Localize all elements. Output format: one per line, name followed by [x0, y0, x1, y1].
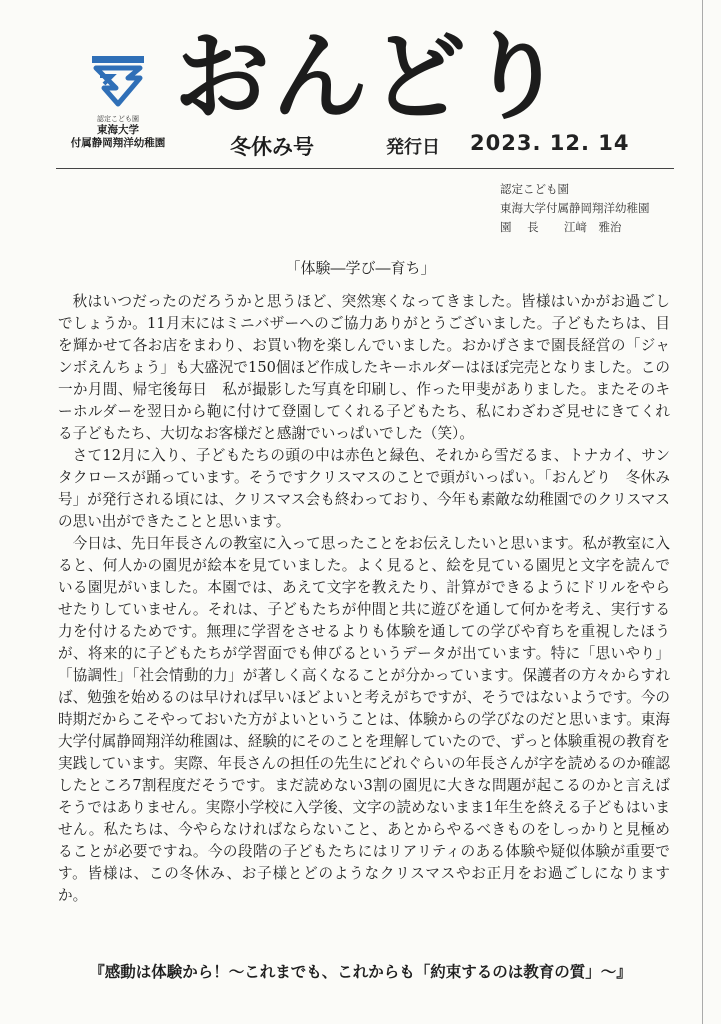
page-edge-line: [702, 0, 703, 1024]
article-body: [58, 291, 670, 907]
issue-date: 2023. 12. 14: [470, 131, 630, 155]
org-type: 認定こども園: [500, 182, 569, 196]
logo-caption-small: 認定こども園: [97, 115, 139, 123]
article-heading: 「体験―学び―育ち」: [285, 259, 436, 277]
principal-name: 江﨑 雅治: [564, 220, 622, 234]
issue-name: 冬休み号: [230, 135, 314, 159]
paragraph-3: 今日は、先日年長さんの教室に入って思ったことをお伝えしたいと思います。私が教室に入ると、何人かの園児が絵本を見ていました。よく見ると、絵を見ている園児と文字を読んでいる園児がいました。本園では、あえて文字を教えたり、計算ができるようにドリルをやらせたりしていません。それは、子どもたちが仲間と共に遊びを通して何かを考え、実行する力を付けるためです。無理に学習をさせるよりも体験を通しての学びや育ちを重視したほうが、将来的に子どもたちが学習面でも伸びるというデータが出ています。特に「思いやり」「協調性」「社会情動的力」が著しく高くなることが分かっています。保護者の方々からすれば、勉強を始めるのは早ければ早いほどよいと考えがちですが、そうではないようです。今の時期だからこそやっておいた方がよいということは、体験からの学びなのだと思います。東海大学付属静岡翔洋幼稚園は、経験的にそのことを理解していたので、ずっと体験重視の教育を実践しています。実際、年長さんの担任の先生にどれぐらいの年長さんが字を読めるのか確認したところ7割程度だそうです。まだ読めない3割の園児に大きな問題が起こるのかと言えばそうではありません。実際小学校に入学後、文字の読めないまま1年生を終える子どもはいません。私たちは、今やらなければならないこと、あとからやるべきものをしっかりと見極めることが必要ですね。今の段階の子どもたちにはリアリティのある体験や疑似体験が重要です。皆様は、この冬休み、お子様とどのようなクリスマスやお正月をお過ごしになりますか。: [58, 535, 670, 904]
principal-line: [500, 218, 650, 237]
header-divider: [56, 168, 674, 169]
logo-caption-university: 東海大学: [97, 124, 139, 136]
org-name: 東海大学付属静岡翔洋幼稚園: [500, 201, 650, 215]
closing-slogan: 『感動は体験から！～これまでも、これからも「約束するのは教育の質」～』: [89, 962, 632, 981]
school-emblem-icon: [90, 52, 146, 108]
organization-info: [500, 180, 650, 237]
paragraph-2: さて12月に入り、子どもたちの頭の中は赤色と緑色、それから雪だるま、トナカイ、サンタクロースが踊っています。そうですクリスマスのことで頭がいっぱい。「おんどり 冬休み号」が発行される頃には、クリスマス会も終わっており、今年も素敵な幼稚園でのクリスマスの思い出ができたことと思います。: [58, 447, 670, 530]
logo-caption-school: 付属静岡翔洋幼稚園: [70, 137, 166, 149]
newsletter-title: おんどり: [174, 21, 566, 133]
paragraph-1: 秋はいつだったのだろうかと思うほど、突然寒くなってきました。皆様はいかがお過ごしでしょうか。11月末にはミニバザーへのご協力ありがとうございました。子どもたちは、目を輝かせて各お店をまわり、お買い物を楽しんでいました。おかげさまで園長経営の「ジャンボえんちょう」も大盛況で150個ほど作成したキーホルダーはほぼ完売となりました。この一か月間、帰宅後毎日 私が撮影した写真を印刷し、作った甲斐がありました。またそのキーホルダーを翌日から鞄に付けて登園してくれる子どもたち、私にわざわざ見せにきてくれる子どもたち、大切なお客様だと感謝でいっぱいでした（笑）。: [58, 293, 670, 442]
principal-label: 園 長: [500, 220, 545, 234]
issue-date-label: 発行日: [386, 137, 440, 158]
school-logo: [58, 52, 178, 150]
